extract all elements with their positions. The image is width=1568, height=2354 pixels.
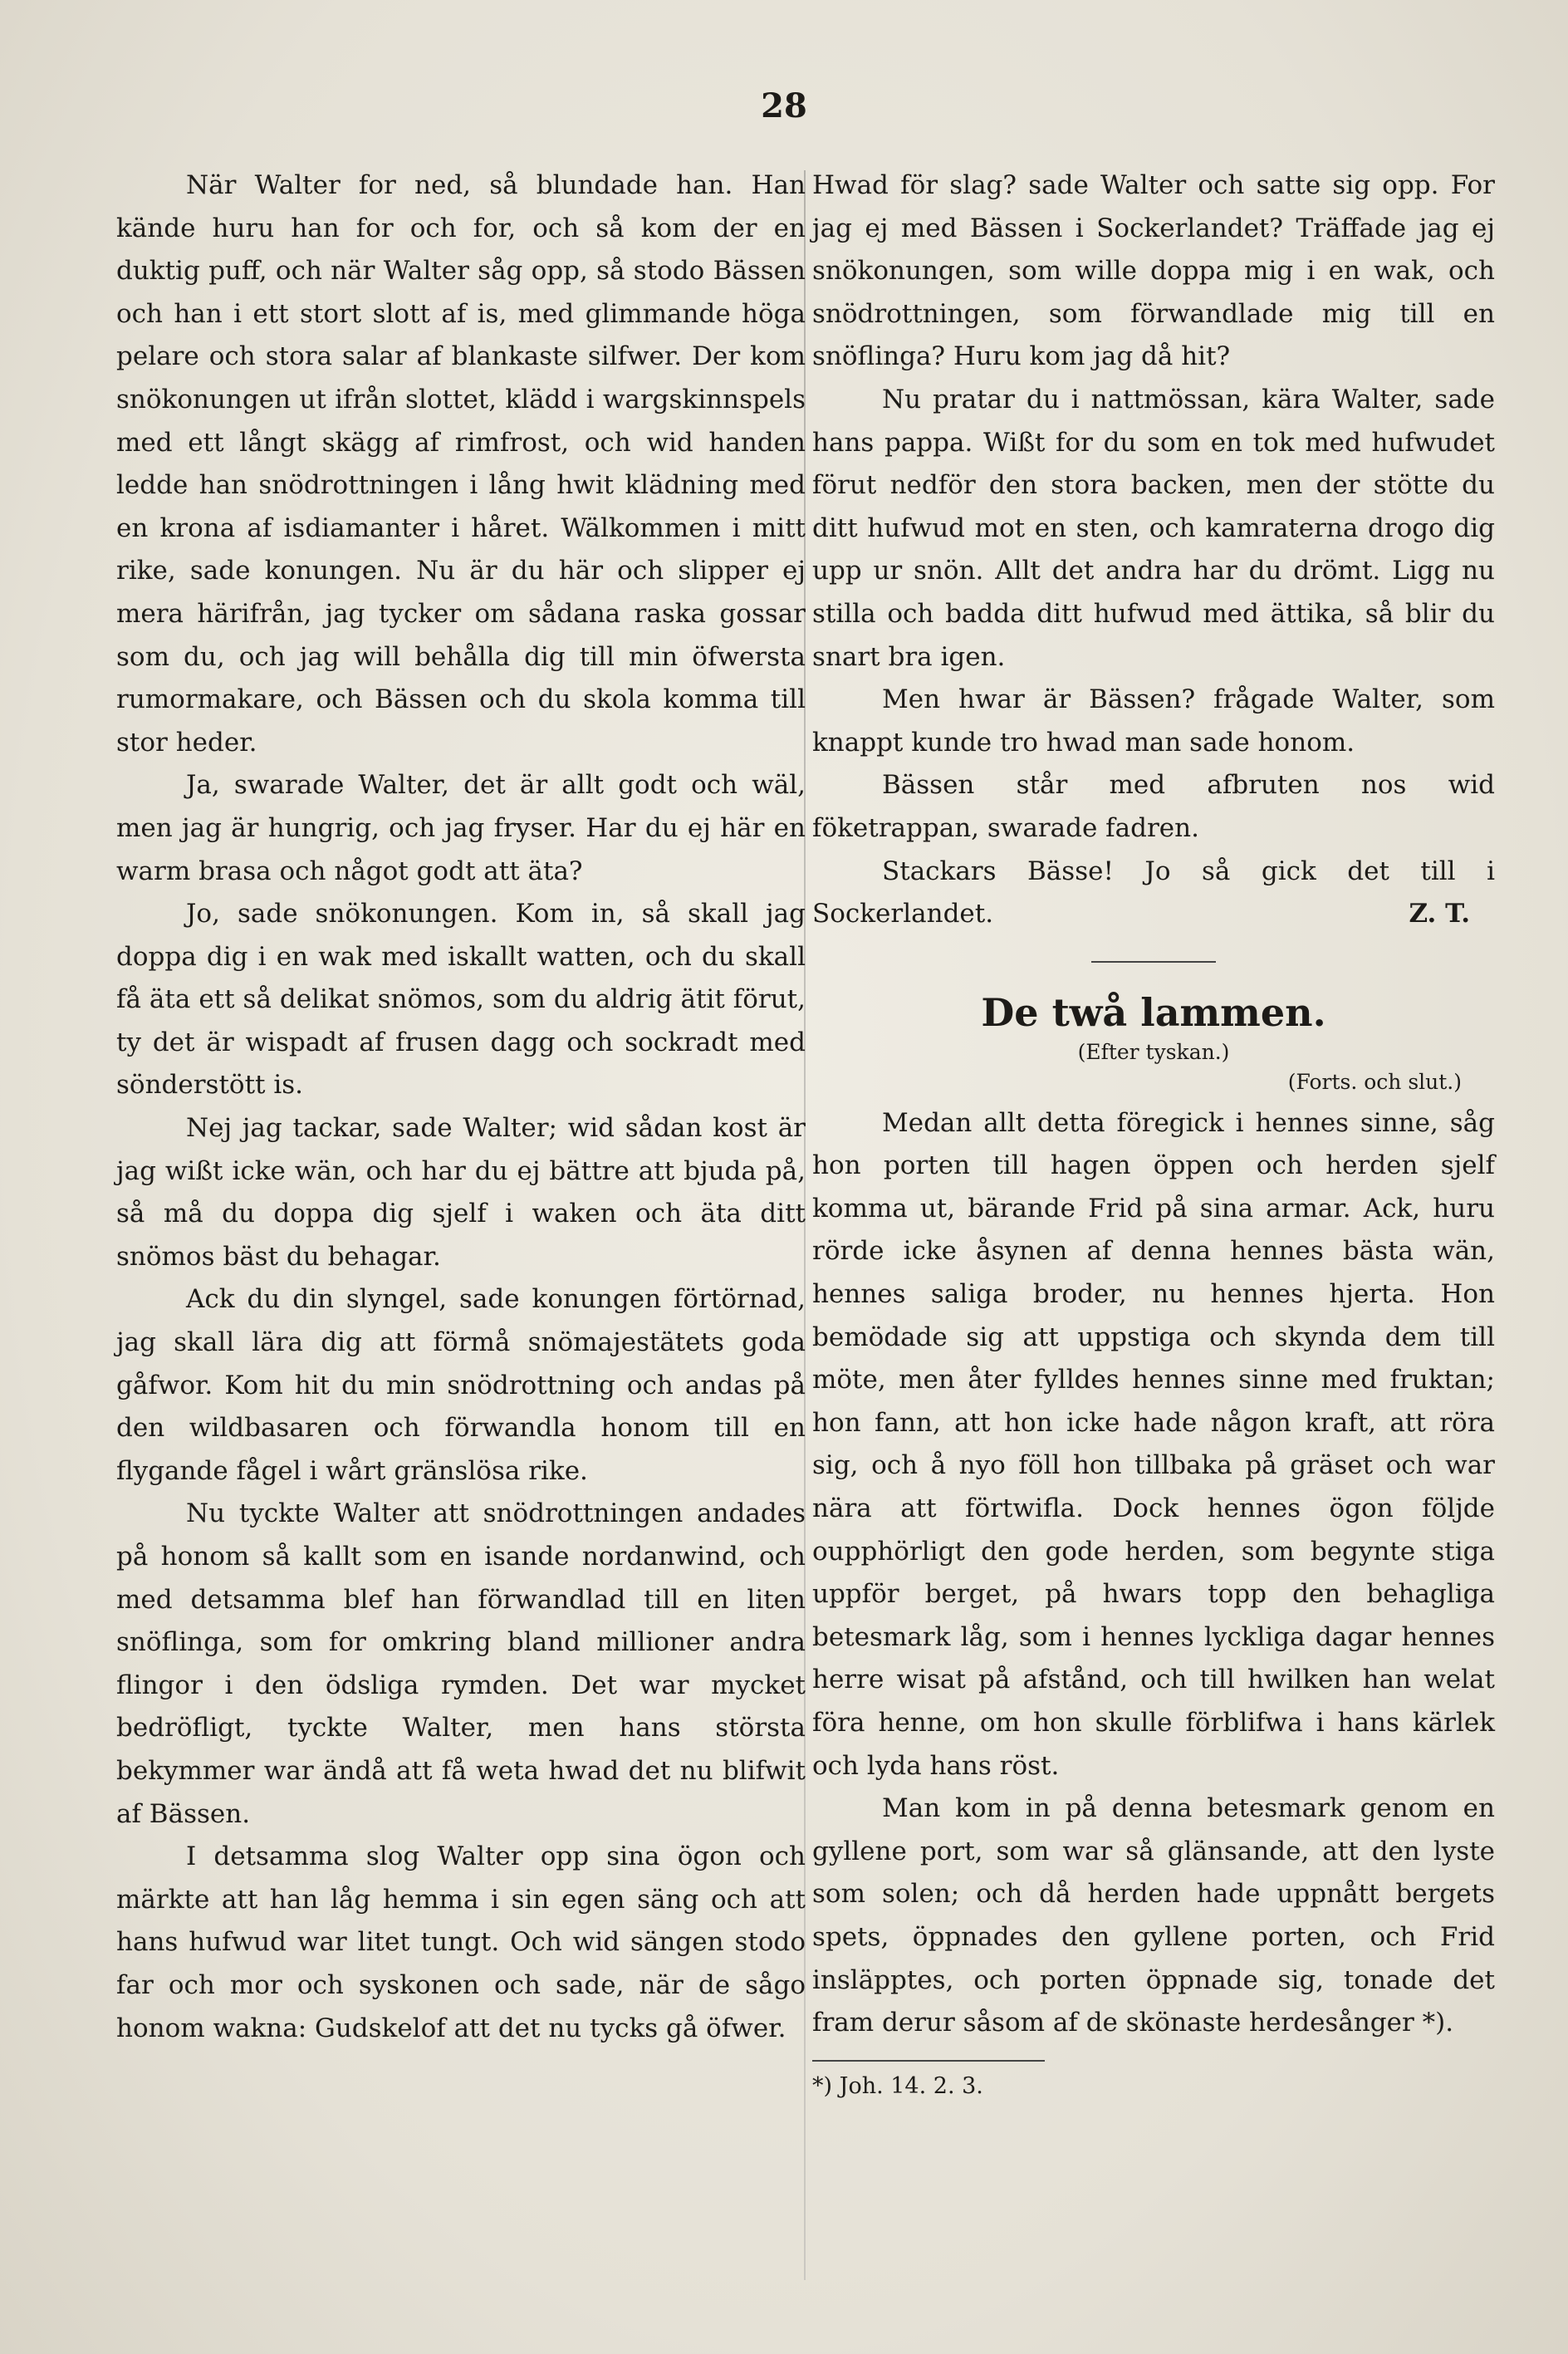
paragraph: I detsamma slog Walter opp sina ögon och märkte att han låg hemma i sin egen säng och att hans hufwud war litet tungt. Och wid sängen stodo far och mor och syskonen och sade, när de sågo honom wakna: Gudskelof att det nu tycks gå öfwer.: [116, 1842, 806, 2043]
paragraph: Nu pratar du i nattmössan, kära Walter, sade hans pappa. Wißt for du som en tok med hufwudet förut nedför den stora backen, men der stötte du ditt hufwud mot en sten, och kamraterna drogo dig upp ur snön. Allt det andra har du drömt. Ligg nu stilla och badda ditt hufwud med ättika, så blir du snart bra igen.: [812, 384, 1495, 672]
paragraph: Men hwar är Bässen? frågade Walter, som knappt kunde tro hwad man sade honom.: [812, 684, 1495, 758]
paragraph: Medan allt detta föregick i hennes sinne, såg hon porten till hagen öppen och herden sjelf komma ut, bärande Frid på sina armar. Ack, huru rörde icke åsynen af denna hennes bästa wän, hennes saliga broder, nu hennes hjerta. Hon bemödade sig att uppstiga och skynda dem till möte, men åter fylldes hennes sinne med fruktan; hon fann, att hon icke hade någon kraft, att röra sig, och å nyo föll hon tillbaka på gräset och war nära att förtwifla. Dock hennes ögon följde oupphörligt den gode herden, som begynte stiga uppför berget, på hwars topp den behagliga betesmark låg, som i hennes lyckliga dagar hennes herre wisat på afstånd, och till hwilken han welat föra henne, om hon skulle förblifwa i hans kärlek och lyda hans röst.: [812, 1107, 1495, 1781]
left-column: [116, 164, 806, 2050]
paragraph: Hwad för slag? sade Walter och satte sig opp. For jag ej med Bässen i Sockerlandet? Träffade jag ej snökonungen, som wille doppa mig i en wak, och snödrottningen, som förwandlade mig till en snöflinga? Huru kom jag då hit?: [812, 170, 1495, 372]
paragraph: Jo, sade snökonungen. Kom in, så skall jag doppa dig i en wak med iskallt watten, och du skall få äta ett så delikat snömos, som du aldrig ätit förut, ty det är wispadt af frusen dagg och sockradt med sönderstött is.: [116, 899, 806, 1101]
footnote-rule: [812, 2060, 1045, 2062]
paragraph: När Walter for ned, så blundade han. Han kände huru han for och for, och så kom der en duktig puff, och när Walter såg opp, så stodo Bässen och han i ett stort slott af is, med glimmande höga pelare och stora salar af blankaste silfwer. Der kom snökonungen ut ifrån slottet, klädd i wargskinnspels med ett långt skägg af rimfrost, och wid handen ledde han snödrottningen i lång hwit klädning med en krona af isdiamanter i håret. Wälkommen i mitt rike, sade konungen. Nu är du här och slipper ej mera härifrån, jag tycker om sådana raska gossar som du, och jag will behålla dig till min öfwersta rumormakare, och Bässen och du skola komma till stor heder.: [116, 170, 806, 758]
article-subtitle: (Efter tyskan.): [1077, 1039, 1230, 1064]
paragraph: Nej jag tackar, sade Walter; wid sådan kost är jag wißt icke wän, och har du ej bättre att bjuda på, så må du doppa dig sjelf i waken och äta ditt snömos bäst du behagar.: [116, 1113, 806, 1272]
right-column: [812, 164, 1495, 2103]
signoff-text: Stackars Bässe! Jo så gick det till i Sockerlandet.: [812, 856, 1495, 929]
continued-note: (Forts. och slut.): [1287, 1069, 1462, 1094]
paragraph: Bässen står med afbruten nos wid föketrappan, swarade fadren.: [812, 770, 1495, 843]
page-number: 28: [761, 86, 807, 125]
paragraph: Ja, swarade Walter, det är allt godt och wäl, men jag är hungrig, och jag fryser. Har du ej här en warm brasa och något godt att äta?: [116, 770, 806, 886]
paragraph: Nu tyckte Walter att snödrottningen andades på honom så kallt som en isande nordanwind, och med detsamma blef han förwandlad till en liten snöflinga, som for omkring bland millioner andra flingor i den ödsliga rymden. Det war mycket bedröfligt, tyckte Walter, men hans största bekymmer war ändå att få weta hwad det nu blifwit af Bässen.: [116, 1498, 806, 1829]
paragraph: Man kom in på denna betesmark genom en gyllene port, som war så glänsande, att den lyste som solen; och då herden hade uppnått bergets spets, öppnades den gyllene porten, och Frid insläpptes, och porten öppnade sig, tonade det fram derur såsom af de skönaste herdesånger *).: [812, 1793, 1495, 2038]
footnote: *) Joh. 14. 2. 3.: [812, 2072, 983, 2099]
article-title: De twå lammen.: [981, 989, 1326, 1035]
paragraph: Ack du din slyngel, sade konungen förtörnad, jag skall lära dig att förmå snömajestätets goda gåfwor. Kom hit du min snödrottning och andas på den wildbasaren och förwandla honom till en flygande fågel i wårt gränslösa rike.: [116, 1284, 806, 1486]
signoff-paragraph: [812, 851, 1495, 936]
author-signature: Z. T.: [1409, 899, 1470, 929]
section-rule: [1091, 961, 1216, 963]
